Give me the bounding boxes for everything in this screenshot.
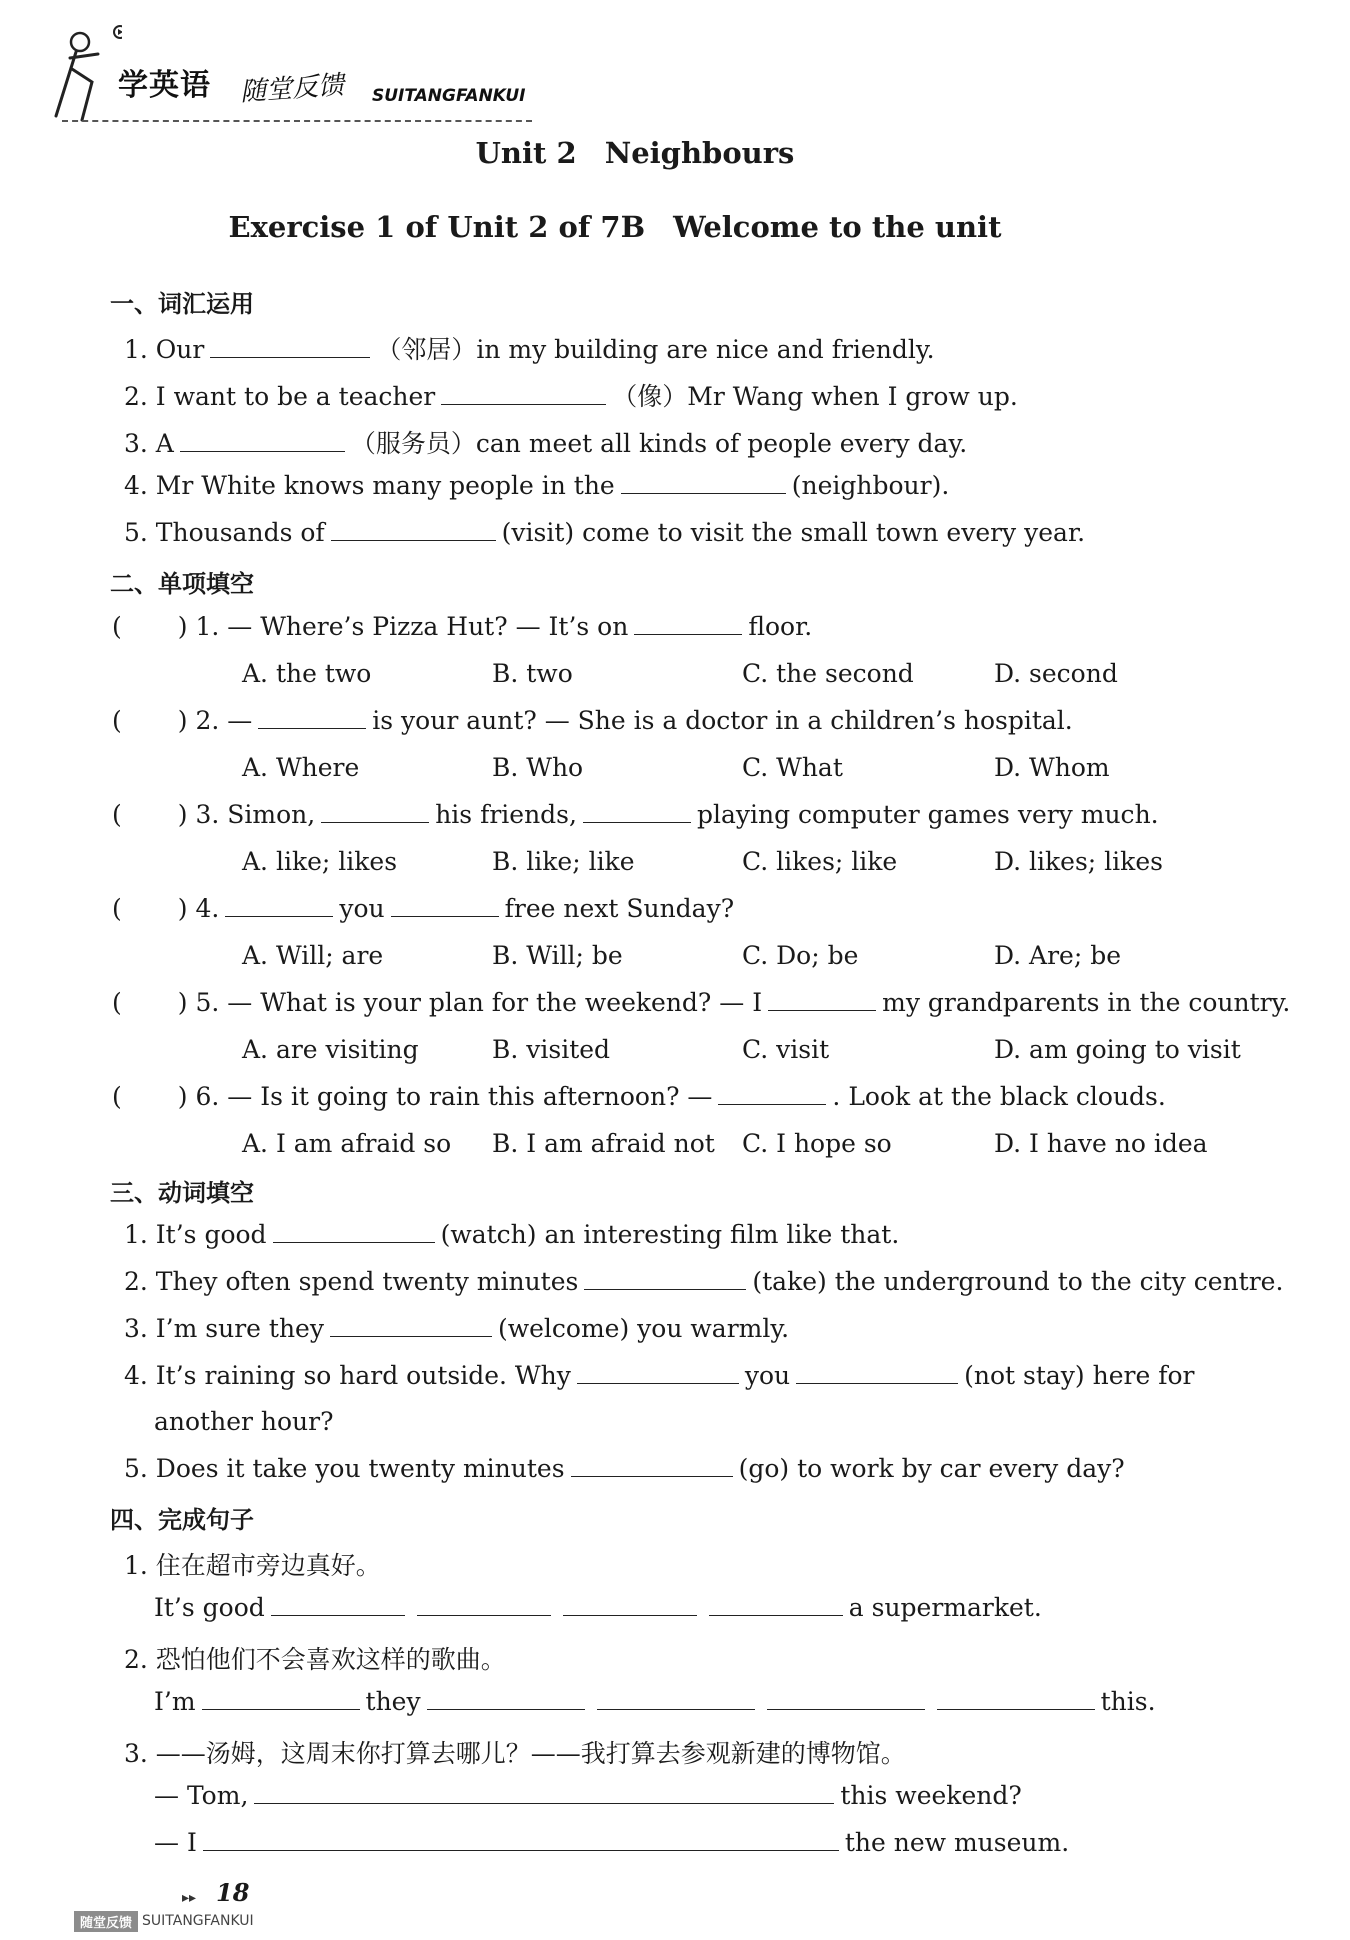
vocab-item: 5. Thousands of (visit) come to visit the small town every year. <box>124 518 1086 547</box>
answer-blank[interactable] <box>583 800 691 823</box>
option-c[interactable]: C. Do; be <box>742 941 859 970</box>
option-c[interactable]: C. I hope so <box>742 1129 892 1158</box>
option-b[interactable]: B. two <box>492 659 573 688</box>
answer-blank[interactable] <box>330 1314 492 1337</box>
verb-item-continuation: another hour? <box>154 1407 334 1436</box>
mc-question: ( ) 1. — Where’s Pizza Hut? — It’s on floor. <box>112 612 813 641</box>
answer-blank[interactable] <box>254 1781 834 1804</box>
unit-name: Neighbours <box>604 136 795 170</box>
exercise-title <box>0 210 1290 244</box>
answer-blank[interactable] <box>417 1593 551 1616</box>
option-b[interactable]: B. Who <box>492 753 584 782</box>
answer-blank[interactable] <box>584 1267 746 1290</box>
translation-prompt: 2. 恐怕他们不会喜欢这样的歌曲。 <box>124 1645 506 1674</box>
translation-answer: — I the new museum. <box>154 1828 1070 1857</box>
option-a[interactable]: A. like; likes <box>242 847 398 876</box>
option-d[interactable]: D. likes; likes <box>994 847 1163 876</box>
answer-paren-open[interactable]: ( <box>112 1082 122 1111</box>
answer-blank[interactable] <box>427 1687 585 1710</box>
footer-brand <box>74 1910 254 1932</box>
option-a[interactable]: A. I am afraid so <box>242 1129 452 1158</box>
option-b[interactable]: B. like; like <box>492 847 635 876</box>
mc-question: ( ) 5. — What is your plan for the weekend? — I my grandparents in the country. <box>112 988 1291 1017</box>
option-d[interactable]: D. I have no idea <box>994 1129 1208 1158</box>
answer-paren-open[interactable]: ( <box>112 800 122 829</box>
vocab-item: 3. A （服务员）can meet all kinds of people every day. <box>124 429 968 458</box>
footer-tag-cn: 随堂反馈 <box>74 1911 138 1932</box>
answer-paren-open[interactable]: ( <box>112 612 122 641</box>
option-a[interactable]: A. the two <box>242 659 372 688</box>
option-a[interactable]: A. are visiting <box>242 1035 419 1064</box>
verb-item: 2. They often spend twenty minutes (take) the underground to the city centre. <box>124 1267 1284 1296</box>
answer-blank[interactable] <box>767 1687 925 1710</box>
section-heading: 四、完成句子 <box>110 1506 254 1534</box>
verb-item: 5. Does it take you twenty minutes (go) to work by car every day? <box>124 1454 1125 1483</box>
option-c[interactable]: C. What <box>742 753 843 782</box>
answer-blank[interactable] <box>391 894 499 917</box>
answer-blank[interactable] <box>577 1361 739 1384</box>
option-c[interactable]: C. the second <box>742 659 914 688</box>
vocab-item: 2. I want to be a teacher （像）Mr Wang when I grow up. <box>124 382 1018 411</box>
section-heading: 二、单项填空 <box>110 570 254 598</box>
brand-pinyin: SUITANGFANKUI <box>372 86 526 106</box>
option-c[interactable]: C. visit <box>742 1035 830 1064</box>
section-heading: 三、动词填空 <box>110 1179 254 1207</box>
answer-blank[interactable] <box>210 335 370 358</box>
answer-blank[interactable] <box>321 800 429 823</box>
option-a[interactable]: A. Will; are <box>242 941 384 970</box>
brand-header <box>52 24 552 124</box>
option-b[interactable]: B. Will; be <box>492 941 623 970</box>
translation-prompt: 1. 住在超市旁边真好。 <box>124 1551 381 1580</box>
translation-answer: I’m they this. <box>154 1687 1156 1716</box>
answer-blank[interactable] <box>271 1593 405 1616</box>
unit-number: Unit 2 <box>475 136 577 170</box>
answer-blank[interactable] <box>441 382 606 405</box>
answer-blank[interactable] <box>634 612 742 635</box>
answer-paren-open[interactable]: ( <box>112 894 122 923</box>
answer-blank[interactable] <box>180 429 345 452</box>
exercise-name: Welcome to the unit <box>673 210 1002 244</box>
mc-question: ( ) 3. Simon, his friends, playing computer games very much. <box>112 800 1159 829</box>
option-d[interactable]: D. second <box>994 659 1118 688</box>
option-a[interactable]: A. Where <box>242 753 360 782</box>
answer-blank[interactable] <box>718 1082 826 1105</box>
option-d[interactable]: D. am going to visit <box>994 1035 1241 1064</box>
answer-blank[interactable] <box>273 1220 435 1243</box>
footer-tag-en: SUITANGFANKUI <box>142 1913 254 1929</box>
exercise-number: Exercise 1 of Unit 2 of 7B <box>228 210 646 244</box>
vocab-item: 4. Mr White knows many people in the (neighbour). <box>124 471 950 500</box>
answer-blank[interactable] <box>937 1687 1095 1710</box>
answer-blank[interactable] <box>203 1828 839 1851</box>
answer-paren-open[interactable]: ( <box>112 988 122 1017</box>
verb-item: 3. I’m sure they (welcome) you warmly. <box>124 1314 790 1343</box>
answer-blank[interactable] <box>225 894 333 917</box>
option-b[interactable]: B. I am afraid not <box>492 1129 715 1158</box>
answer-blank[interactable] <box>796 1361 958 1384</box>
translation-answer: — Tom, this weekend? <box>154 1781 1022 1810</box>
mc-question: ( ) 4. you free next Sunday? <box>112 894 735 923</box>
answer-blank[interactable] <box>258 706 366 729</box>
mc-question: ( ) 2. — is your aunt? — She is a doctor in a children’s hospital. <box>112 706 1073 735</box>
translation-prompt: 3. ——汤姆，这周末你打算去哪儿？——我打算去参观新建的博物馆。 <box>124 1739 906 1768</box>
mc-question: ( ) 6. — Is it going to rain this afternoon? — . Look at the black clouds. <box>112 1082 1166 1111</box>
answer-blank[interactable] <box>563 1593 697 1616</box>
brand-subtitle-cn: 随堂反馈 <box>239 70 346 108</box>
answer-blank[interactable] <box>768 988 876 1011</box>
page-arrows-icon: ▸▸ <box>182 1890 197 1906</box>
section-heading: 一、词汇运用 <box>110 290 254 318</box>
verb-item: 4. It’s raining so hard outside. Why you (not stay) here for <box>124 1361 1195 1390</box>
brand-title-cn: 学英语 <box>118 68 211 103</box>
answer-blank[interactable] <box>331 518 496 541</box>
page-number: 18 <box>216 1878 250 1907</box>
translation-answer: It’s good a supermarket. <box>154 1593 1042 1622</box>
answer-paren-open[interactable]: ( <box>112 706 122 735</box>
unit-title <box>0 136 1310 170</box>
student-figure-icon <box>52 24 122 124</box>
option-d[interactable]: D. Are; be <box>994 941 1122 970</box>
header-divider <box>62 120 532 122</box>
answer-blank[interactable] <box>621 471 786 494</box>
answer-blank[interactable] <box>597 1687 755 1710</box>
option-b[interactable]: B. visited <box>492 1035 611 1064</box>
answer-blank[interactable] <box>202 1687 360 1710</box>
answer-blank[interactable] <box>571 1454 733 1477</box>
answer-blank[interactable] <box>709 1593 843 1616</box>
vocab-item: 1. Our （邻居）in my building are nice and friendly. <box>124 335 935 364</box>
option-c[interactable]: C. likes; like <box>742 847 898 876</box>
verb-item: 1. It’s good (watch) an interesting film like that. <box>124 1220 900 1249</box>
option-d[interactable]: D. Whom <box>994 753 1110 782</box>
